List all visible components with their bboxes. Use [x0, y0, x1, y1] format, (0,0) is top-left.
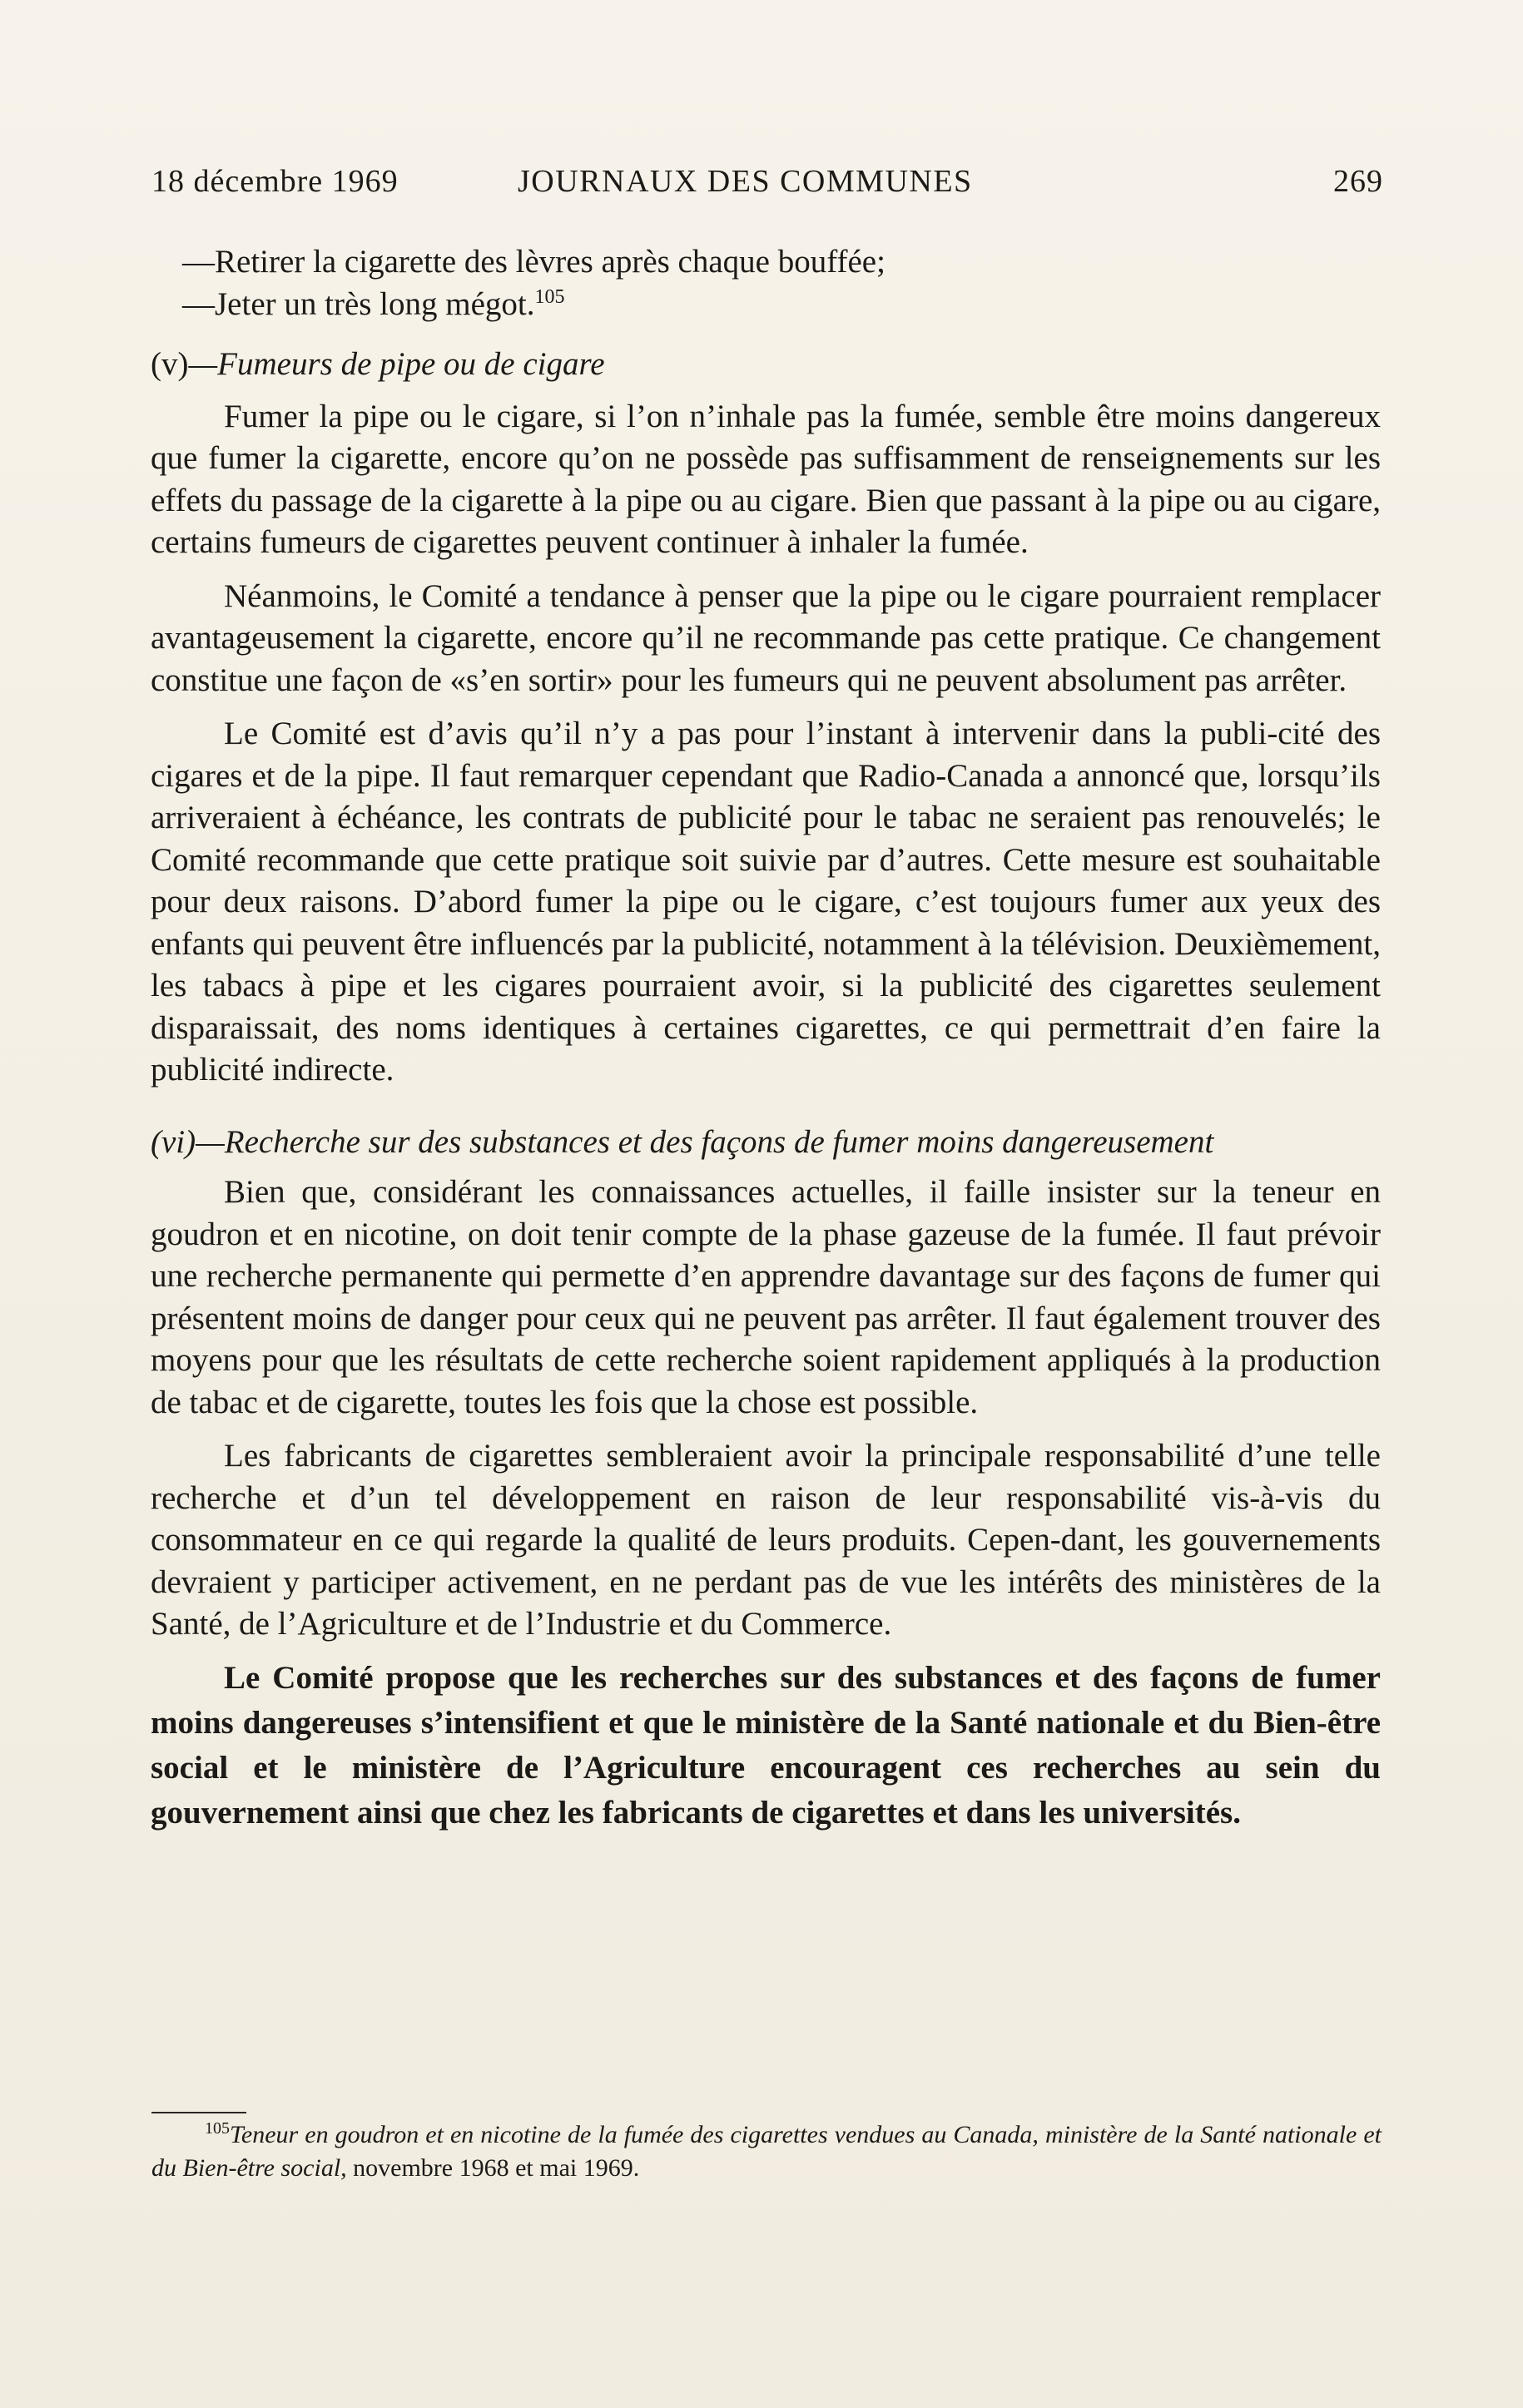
running-header	[151, 163, 1383, 208]
paragraph: Néanmoins, le Comité a tendance à penser que la pipe ou le cigare pourraient remplacer avantageusement la cigarette, encore qu’il ne recommande pas cette pratique. Ce changement constitue une façon de «s’en sortir» pour les fumeurs qui ne peuvent absolument pas arrêter.	[151, 577, 1381, 698]
header-journal-title: JOURNAUX DES COMMUNES	[518, 164, 973, 199]
paragraph: Fumer la pipe ou le cigare, si l’on n’inhale pas la fumée, semble être moins dangereux que fumer la cigarette, encore qu’on ne possède pas suffisamment de renseignements sur les effets du passage de la cigarette à la pipe ou au cigare. Bien que passant à la pipe ou au cigare, certains fumeurs de cigarettes peuvent continuer à inhaler la fumée.	[151, 398, 1381, 560]
section-heading-v	[151, 344, 1381, 386]
section-heading-vi	[151, 1122, 1381, 1164]
footnote-reference: 105	[534, 285, 565, 308]
footnote	[151, 2118, 1382, 2185]
section-title: —Fumeurs de pipe ou de cigare	[188, 346, 605, 382]
paragraph: Les fabricants de cigarettes sembleraient avoir la principale responsabilité d’une telle recherche et d’un tel développement en raison de leur responsabilité vis-à-vis du consommateur en ce qui regarde la qualité de leurs produits. Cepen-dant, les gouvernements devraient y participer activement, en ne perdant pas de vue les intérêts des ministères de la Santé, de l’Agriculture et de l’Industrie et du Commerce.	[151, 1438, 1381, 1642]
header-date: 18 décembre 1969	[151, 164, 399, 199]
section-title: —Recherche sur des substances et des façons de fumer moins dangereusement	[196, 1123, 1214, 1160]
page-number: 269	[1333, 164, 1383, 199]
paragraph: Bien que, considérant les connaissances actuelles, il faille insister sur la teneur en goudron et en nicotine, on doit tenir compte de la phase gazeuse de la fumée. Il faut prévoir une recherche permanente qui permette d’en apprendre davantage sur des façons de fumer qui présentent moins de danger pour ceux qui ne peuvent pas arrêter. Il faut également trouver des moyens pour que les résultats de cette recherche soient rapidement appliqués à la production de tabac et de cigarette, toutes les fois que la chose est possible.	[151, 1174, 1381, 1420]
list-item: —Jeter un très long mégot.$^{105}$	[182, 285, 565, 322]
section-number: (vi)	[151, 1123, 196, 1160]
list-item: —Retirer la cigarette des lèvres après chaque bouffée;	[182, 244, 886, 280]
recommendation-paragraph: Le Comité propose que les recherches sur des substances et des façons de fumer moins dangereuses s’intensifient et que le ministère de la Santé nationale et du Bien-être social et le ministère de l’Agriculture encouragent ces recherches au sein du gouvernement ainsi que chez les fabricants de cigarettes et dans les universités.	[151, 1659, 1381, 1831]
footnote-dates: novembre 1968 et mai 1969.	[346, 2154, 640, 2182]
footnote-divider	[151, 2112, 246, 2113]
body-text	[151, 241, 1381, 1836]
footnote-title: Teneur en goudron et en nicotine de la fumée des cigarettes vendues au Canada, ministère de la Santé nationale et du Bien-être social,	[151, 2121, 1382, 2182]
paragraph: Le Comité est d’avis qu’il n’y a pas pour l’instant à intervenir dans la publi-cité des cigares et de la pipe. Il faut remarquer cependant que Radio-Canada a annoncé que, lorsqu’ils arriveraient à échéance, les contrats de publicité pour le tabac ne seraient pas renouvelés; le Comité recommande que cette pratique soit suivie par d’autres. Cette mesure est souhaitable pour deux raisons. D’abord fumer la pipe ou le cigare, c’est toujours fumer aux yeux des enfants qui peuvent être influencés par la publicité, notamment à la télévision. Deuxièmement, les tabacs à pipe et les cigares pourraient avoir, si la publicité des cigarettes seulement disparaissait, des noms identiques à certaines cigarettes, ce qui permettrait d’en faire la publicité indirecte.	[151, 716, 1381, 1088]
footnote-mark: 105	[205, 2119, 230, 2138]
section-number: (v)	[151, 346, 189, 382]
